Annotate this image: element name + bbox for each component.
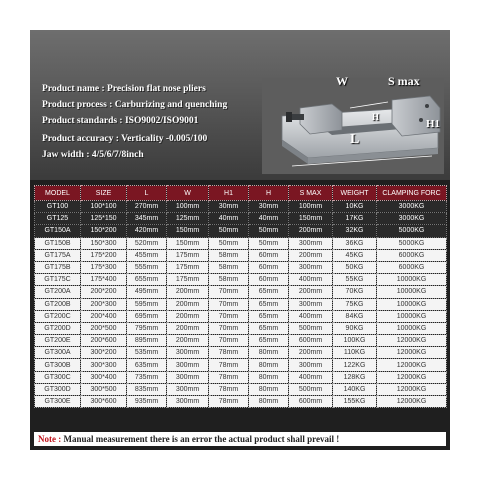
table-cell: GT200E [35, 335, 81, 347]
spec-table-wrap [34, 185, 446, 408]
table-cell: 175*200 [81, 249, 127, 261]
table-cell: 10000KG [377, 298, 447, 310]
table-cell: 60mm [249, 261, 289, 273]
table-cell: 70mm [209, 286, 249, 298]
table-cell: 200*200 [81, 286, 127, 298]
table-cell: GT200D [35, 322, 81, 334]
table-cell: 65mm [249, 310, 289, 322]
table-cell: 835mm [127, 383, 167, 395]
column-header: H1 [209, 186, 249, 201]
table-cell: 5000KG [377, 225, 447, 237]
table-row [35, 371, 447, 383]
table-row [35, 298, 447, 310]
table-cell: 10000KG [377, 274, 447, 286]
table-row [35, 359, 447, 371]
table-cell: 78mm [209, 371, 249, 383]
table-cell: 795mm [127, 322, 167, 334]
table-cell: 60mm [249, 249, 289, 261]
table-cell: 895mm [127, 335, 167, 347]
table-cell: 300mm [167, 396, 209, 408]
table-cell: 12000KG [377, 383, 447, 395]
note-text: Manual measurement there is an error the actual product shall prevail ! [61, 434, 340, 444]
table-cell: GT300B [35, 359, 81, 371]
dim-label-s-max: S max [388, 74, 420, 88]
column-header: WEIGHT [333, 186, 377, 201]
table-cell: 595mm [127, 298, 167, 310]
table-cell: 100mm [289, 201, 333, 213]
table-row [35, 322, 447, 334]
table-cell: 175mm [167, 261, 209, 273]
table-cell: 10000KG [377, 286, 447, 298]
table-cell: 70mm [209, 298, 249, 310]
table-cell: 125*150 [81, 213, 127, 225]
table-cell: GT200B [35, 298, 81, 310]
table-row [35, 237, 447, 249]
table-row [35, 286, 447, 298]
table-header-row [35, 186, 447, 201]
dim-label-w: W [336, 74, 348, 88]
header-banner [30, 30, 450, 180]
table-row [35, 274, 447, 286]
spec-product-process: Product process : Carburizing and quenching [42, 100, 228, 110]
spec-jaw-width: Jaw width : 4/5/6/7/8inch [42, 150, 144, 160]
table-cell: GT200C [35, 310, 81, 322]
table-cell: GT300E [35, 396, 81, 408]
spec-table [34, 185, 447, 408]
table-cell: 45KG [333, 249, 377, 261]
table-cell: 80mm [249, 383, 289, 395]
table-cell: 535mm [127, 347, 167, 359]
table-cell: 122KG [333, 359, 377, 371]
table-cell: 400mm [289, 371, 333, 383]
table-body [35, 201, 447, 408]
table-cell: GT175B [35, 261, 81, 273]
table-cell: 80mm [249, 371, 289, 383]
dim-label-h: H [372, 112, 380, 122]
table-cell: 100mm [167, 201, 209, 213]
table-cell: 80mm [249, 359, 289, 371]
table-cell: 300mm [289, 298, 333, 310]
table-cell: 50mm [249, 237, 289, 249]
table-cell: 420mm [127, 225, 167, 237]
table-cell: 6000KG [377, 249, 447, 261]
table-cell: GT150A [35, 225, 81, 237]
dim-label-h1: H1 [426, 118, 441, 130]
table-cell: 200*500 [81, 322, 127, 334]
vise-photo [262, 74, 444, 174]
table-cell: 300mm [167, 347, 209, 359]
table-row [35, 335, 447, 347]
table-cell: 600mm [289, 335, 333, 347]
table-cell: 6000KG [377, 261, 447, 273]
table-cell: 128KG [333, 371, 377, 383]
table-cell: 175mm [167, 249, 209, 261]
table-cell: 78mm [209, 347, 249, 359]
table-cell: 65mm [249, 298, 289, 310]
table-row [35, 396, 447, 408]
table-cell: 55KG [333, 274, 377, 286]
table-cell: GT300C [35, 371, 81, 383]
table-cell: 200*400 [81, 310, 127, 322]
table-cell: 200mm [167, 310, 209, 322]
table-cell: GT200A [35, 286, 81, 298]
table-cell: 100*100 [81, 201, 127, 213]
table-row [35, 213, 447, 225]
table-cell: 200mm [167, 322, 209, 334]
table-cell: 60mm [249, 274, 289, 286]
table-cell: 100KG [333, 335, 377, 347]
table-cell: 70mm [209, 310, 249, 322]
table-cell: 200mm [289, 249, 333, 261]
table-cell: 75KG [333, 298, 377, 310]
table-cell: 655mm [127, 274, 167, 286]
table-cell: 10000KG [377, 322, 447, 334]
table-cell: 200*300 [81, 298, 127, 310]
table-cell: 300*200 [81, 347, 127, 359]
table-cell: 70KG [333, 286, 377, 298]
table-cell: 50mm [249, 225, 289, 237]
table-cell: 520mm [127, 237, 167, 249]
table-cell: 495mm [127, 286, 167, 298]
table-cell: 84KG [333, 310, 377, 322]
table-cell: GT175A [35, 249, 81, 261]
column-header: W [167, 186, 209, 201]
table-cell: 455mm [127, 249, 167, 261]
table-cell: 40mm [209, 213, 249, 225]
table-cell: 125mm [167, 213, 209, 225]
table-cell: 270mm [127, 201, 167, 213]
table-cell: 150mm [289, 213, 333, 225]
table-row [35, 225, 447, 237]
table-cell: 50mm [209, 237, 249, 249]
table-cell: 10KG [333, 201, 377, 213]
table-row [35, 261, 447, 273]
table-cell: 300*400 [81, 371, 127, 383]
table-cell: 300*300 [81, 359, 127, 371]
table-cell: 78mm [209, 359, 249, 371]
table-cell: 140KG [333, 383, 377, 395]
column-header: CLAMPING FORC [377, 186, 447, 201]
spec-product-standards: Product standards : ISO9002/ISO9001 [42, 116, 199, 126]
table-cell: 300mm [289, 261, 333, 273]
table-cell: 78mm [209, 396, 249, 408]
table-cell: 300mm [167, 383, 209, 395]
table-cell: 70mm [209, 335, 249, 347]
table-cell: 300mm [167, 359, 209, 371]
table-cell: 3000KG [377, 213, 447, 225]
table-cell: 175mm [167, 274, 209, 286]
table-cell: 300*500 [81, 383, 127, 395]
note-lead: Note : [38, 434, 62, 444]
table-cell: 5000KG [377, 237, 447, 249]
table-cell: 400mm [289, 274, 333, 286]
table-cell: 555mm [127, 261, 167, 273]
table-cell: 200mm [167, 286, 209, 298]
table-cell: 150mm [167, 237, 209, 249]
table-cell: 65mm [249, 286, 289, 298]
product-panel [30, 30, 450, 450]
table-cell: 80mm [249, 347, 289, 359]
table-cell: 32KG [333, 225, 377, 237]
table-cell: 600mm [289, 396, 333, 408]
table-cell: 36KG [333, 237, 377, 249]
table-cell: 58mm [209, 261, 249, 273]
table-cell: 150*300 [81, 237, 127, 249]
table-cell: 110KG [333, 347, 377, 359]
table-cell: 200mm [289, 347, 333, 359]
spec-product-accuracy: Product accuracy : Verticality -0.005/100 [42, 134, 208, 144]
table-row [35, 383, 447, 395]
table-cell: 200mm [289, 286, 333, 298]
table-cell: 50mm [209, 225, 249, 237]
vise-illustration [262, 78, 444, 174]
table-cell: 300mm [167, 371, 209, 383]
table-cell: 58mm [209, 274, 249, 286]
table-cell: 58mm [209, 249, 249, 261]
table-cell: 175*400 [81, 274, 127, 286]
table-cell: 500mm [289, 383, 333, 395]
column-header: S MAX [289, 186, 333, 201]
table-row [35, 347, 447, 359]
column-header: MODEL [35, 186, 81, 201]
column-header: SIZE [81, 186, 127, 201]
table-cell: 12000KG [377, 371, 447, 383]
table-cell: 12000KG [377, 396, 447, 408]
column-header: L [127, 186, 167, 201]
table-cell: 3000KG [377, 201, 447, 213]
table-cell: 400mm [289, 310, 333, 322]
table-cell: 78mm [209, 383, 249, 395]
table-cell: 175*300 [81, 261, 127, 273]
table-row [35, 201, 447, 213]
table-cell: 735mm [127, 371, 167, 383]
table-cell: GT125 [35, 213, 81, 225]
table-cell: 300mm [289, 237, 333, 249]
table-cell: 345mm [127, 213, 167, 225]
table-cell: 50KG [333, 261, 377, 273]
table-cell: 935mm [127, 396, 167, 408]
table-cell: 12000KG [377, 359, 447, 371]
table-cell: 200mm [289, 225, 333, 237]
table-cell: 30mm [249, 201, 289, 213]
table-cell: 695mm [127, 310, 167, 322]
table-cell: 30mm [209, 201, 249, 213]
table-cell: GT175C [35, 274, 81, 286]
table-cell: 65mm [249, 335, 289, 347]
table-cell: 200mm [167, 298, 209, 310]
table-row [35, 310, 447, 322]
table-cell: 65mm [249, 322, 289, 334]
table-cell: 40mm [249, 213, 289, 225]
table-cell: 80mm [249, 396, 289, 408]
table-cell: 150mm [167, 225, 209, 237]
table-cell: 10000KG [377, 310, 447, 322]
table-cell: 300mm [289, 359, 333, 371]
table-cell: 500mm [289, 322, 333, 334]
dim-label-l: L [350, 132, 360, 147]
table-cell: 12000KG [377, 335, 447, 347]
table-cell: 635mm [127, 359, 167, 371]
disclaimer-note [34, 432, 446, 446]
table-cell: 150*200 [81, 225, 127, 237]
table-row [35, 249, 447, 261]
table-cell: 200mm [167, 335, 209, 347]
table-cell: 17KG [333, 213, 377, 225]
table-cell: GT300A [35, 347, 81, 359]
table-cell: 155KG [333, 396, 377, 408]
table-cell: 300*600 [81, 396, 127, 408]
table-cell: GT150B [35, 237, 81, 249]
table-cell: 12000KG [377, 347, 447, 359]
spec-product-name: Product name : Precision flat nose pliers [42, 84, 206, 94]
table-cell: 200*600 [81, 335, 127, 347]
table-cell: 70mm [209, 322, 249, 334]
column-header: H [249, 186, 289, 201]
table-cell: GT100 [35, 201, 81, 213]
table-cell: 90KG [333, 322, 377, 334]
table-cell: GT300D [35, 383, 81, 395]
